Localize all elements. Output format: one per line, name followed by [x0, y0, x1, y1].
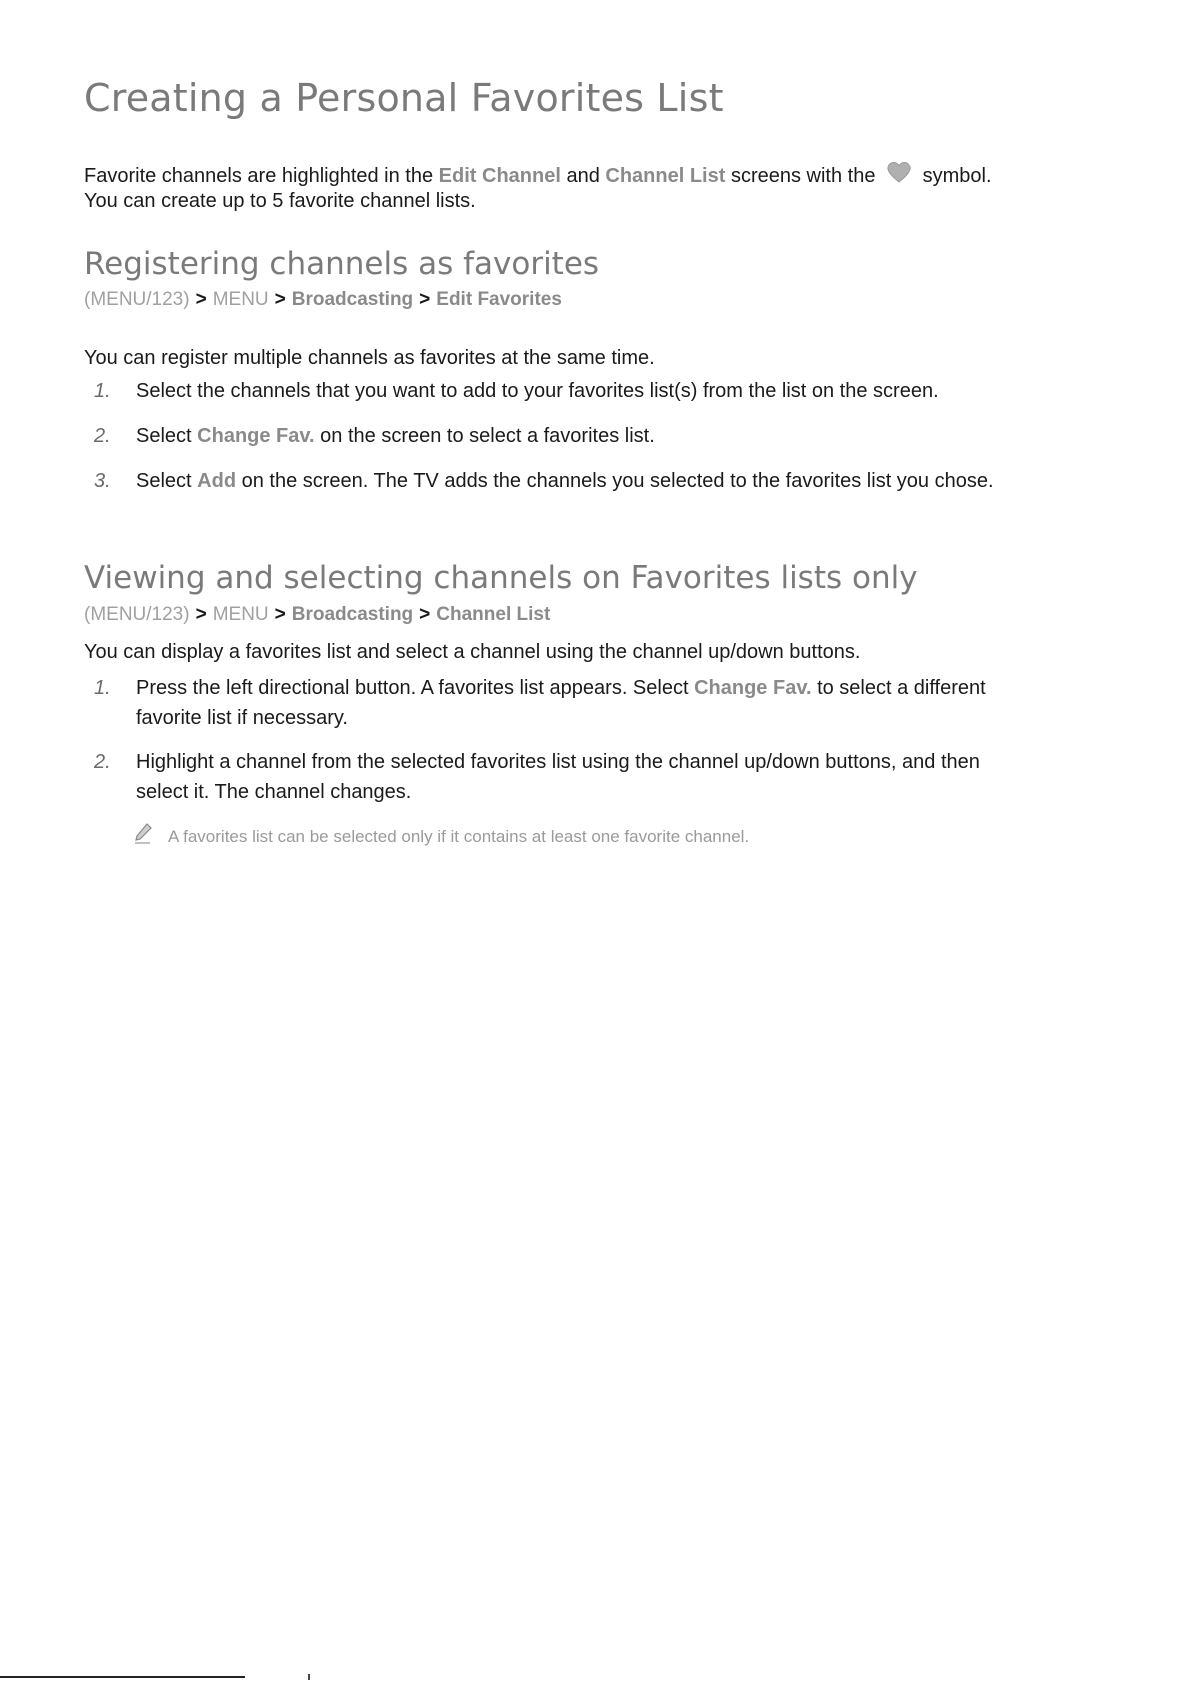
- path-separator: >: [419, 289, 431, 310]
- path-separator: >: [419, 604, 431, 625]
- channel-list-term: Channel List: [605, 165, 726, 187]
- section2-description: You can display a favorites list and select a channel using the channel up/down buttons.: [84, 641, 861, 663]
- menu-123-label: (MENU/123): [84, 604, 190, 625]
- channel-list-label: Channel List: [436, 604, 551, 625]
- intro-text-a: Favorite channels are highlighted in the: [84, 165, 439, 187]
- heart-icon: [885, 160, 913, 184]
- section2-steps: [84, 673, 1124, 807]
- edit-channel-term: Edit Channel: [438, 165, 561, 187]
- intro-line-2: You can create up to 5 favorite channel lists.: [84, 190, 476, 212]
- section-heading-registering: Registering channels as favorites: [84, 246, 600, 282]
- step-text-post: to select a different: [811, 677, 986, 699]
- step-text-post: on the screen. The TV adds the channels you selected to the favorites list you chose.: [236, 470, 994, 492]
- footer-tick: [308, 1674, 310, 1680]
- step-number: 1.: [94, 380, 111, 402]
- intro-text-c: screens with the: [725, 165, 882, 187]
- step-item: [84, 424, 1124, 449]
- menu-label: MENU: [212, 604, 269, 625]
- change-fav-term: Change Fav.: [694, 677, 812, 699]
- add-term: Add: [197, 470, 237, 492]
- path-separator: >: [274, 289, 286, 310]
- step-text-line2: select it. The channel changes.: [136, 781, 412, 803]
- note-text: A favorites list can be selected only if it contains at least one favorite channel.: [168, 827, 750, 846]
- section1-description: You can register multiple channels as favorites at the same time.: [84, 347, 655, 369]
- intro-text-d: symbol.: [917, 165, 992, 187]
- broadcasting-label: Broadcasting: [291, 289, 414, 310]
- step-number: 2.: [94, 425, 111, 447]
- note: [132, 822, 749, 847]
- path-separator: >: [195, 604, 207, 625]
- section-heading-viewing: Viewing and selecting channels on Favorites lists only: [84, 560, 918, 596]
- intro-text-b: and: [560, 165, 606, 187]
- step-text-post: on the screen to select a favorites list.: [314, 425, 655, 447]
- pencil-icon: [132, 822, 154, 846]
- intro-paragraph: [84, 160, 1124, 214]
- step-text-line1: Highlight a channel from the selected favorites list using the channel up/down buttons, and then: [136, 751, 980, 773]
- menu-123-label: (MENU/123): [84, 289, 190, 310]
- edit-favorites-label: Edit Favorites: [436, 289, 562, 310]
- step-number: 2.: [94, 751, 111, 773]
- step-item: [84, 379, 1124, 404]
- step-item: [84, 469, 1124, 494]
- footer-rule: [0, 1676, 245, 1678]
- step-text-pre: Select: [136, 470, 198, 492]
- step-item: [84, 673, 1124, 733]
- page-title: Creating a Personal Favorites List: [84, 76, 724, 120]
- menu-label: MENU: [212, 289, 269, 310]
- section1-steps: [84, 379, 1124, 494]
- step-text: Select the channels that you want to add to your favorites list(s) from the list on the screen.: [136, 380, 939, 402]
- step-number: 1.: [94, 677, 111, 699]
- step-text-line2: favorite list if necessary.: [136, 707, 348, 729]
- step-number: 3.: [94, 470, 111, 492]
- step-item: [84, 747, 1124, 807]
- step-text-pre: Press the left directional button. A favorites list appears. Select: [136, 677, 695, 699]
- path-separator: >: [195, 289, 207, 310]
- path-separator: >: [274, 604, 286, 625]
- intro-line-1: [84, 160, 1124, 189]
- menu-path-edit-favorites: [84, 288, 562, 312]
- menu-path-channel-list: [84, 603, 550, 627]
- change-fav-term: Change Fav.: [197, 425, 315, 447]
- broadcasting-label: Broadcasting: [291, 604, 414, 625]
- step-text-pre: Select: [136, 425, 198, 447]
